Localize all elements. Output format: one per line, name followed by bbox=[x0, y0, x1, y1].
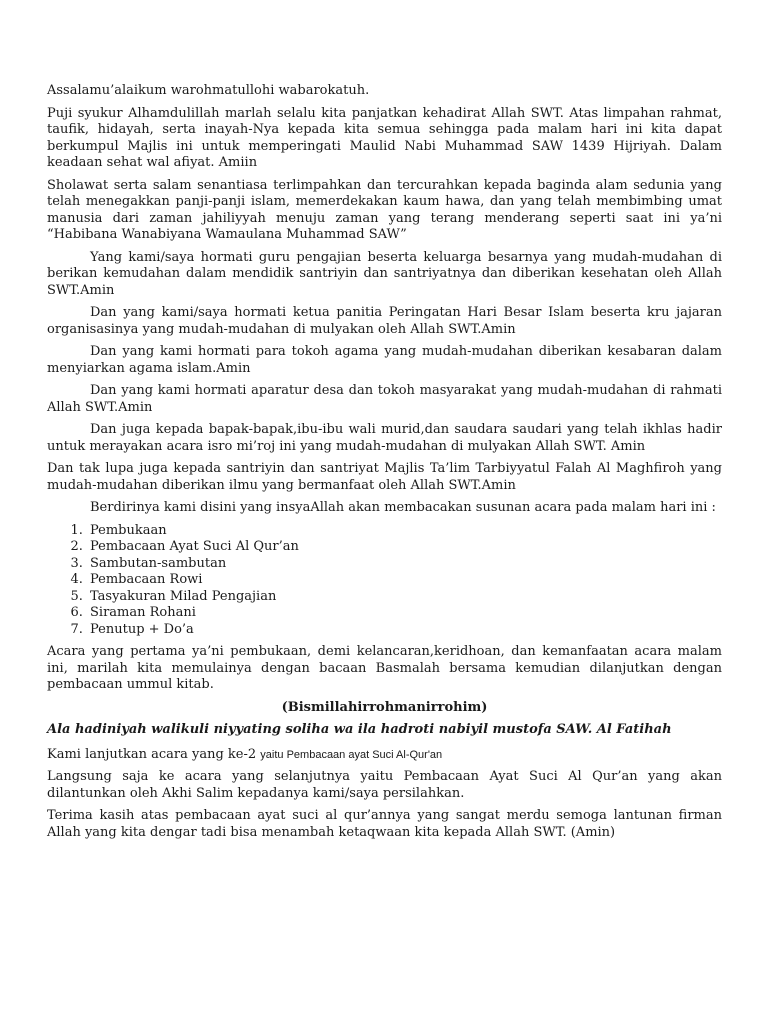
agenda-list bbox=[47, 523, 722, 639]
paragraph-pembukaan: Acara yang pertama ya’ni pembukaan, demi kelancaran,keridhoan, dan kemanfaatan acara malam ini, marilah kita memulainya dengan bacaan Basmalah bersama kemudian dilanjutkan dengan pembacaan ummul kitab. bbox=[47, 644, 722, 692]
agenda-item: 3. Sambutan-sambutan bbox=[87, 556, 722, 573]
paragraph-aparatur-desa: Dan yang kami hormati aparatur desa dan tokoh masyarakat yang mudah-mudahan di rahmati Allah SWT.Amin bbox=[47, 383, 722, 415]
paragraph-santri: Dan tak lupa juga kepada santriyin dan santriyat Majlis Ta’lim Tarbiyyatul Falah Al Maghfiroh yang mudah-mudahan diberikan ilmu yang bermanfaat oleh Allah SWT.Amin bbox=[47, 461, 722, 493]
paragraph-sholawat: Sholawat serta salam senantiasa terlimpahkan dan tercurahkan kepada baginda alam sedunia yang telah menegakkan panji-panji islam, memerdekakan kaum hawa, dan yang telah membimbing umat manusia dari zaman jahiliyyah menuju zaman yang terang menderang seperti saat ini ya’ni “Habibana Wanabiyana Wamaulana Muhammad SAW” bbox=[47, 177, 722, 242]
fatihah-line: Ala hadiniyah walikuli niyyating soliha wa ila hadroti nabiyil mustofa SAW. Al Fatihah bbox=[47, 722, 672, 737]
paragraph-tokoh-agama: Dan yang kami hormati para tokoh agama yang mudah-mudahan diberikan kesabaran dalam menyiarkan agama islam.Amin bbox=[47, 344, 722, 376]
agenda-item: 6. Siraman Rohani bbox=[87, 605, 722, 622]
paragraph-wali-murid: Dan juga kepada bapak-bapak,ibu-ibu wali murid,dan saudara saudari yang telah ikhlas hadir untuk merayakan acara isro mi’roj ini yang mudah-mudahan di mulyakan Allah SWT. Amin bbox=[47, 422, 722, 454]
agenda-item: 7. Penutup + Do’a bbox=[87, 622, 722, 639]
agenda-item: 2. Pembacaan Ayat Suci Al Qur’an bbox=[87, 539, 722, 556]
basmalah-heading: (Bismillahirrohmanirrohim) bbox=[281, 699, 488, 715]
paragraph-susunan-acara: Berdirinya kami disini yang insyaAllah akan membacakan susunan acara pada malam hari ini : bbox=[90, 500, 716, 515]
paragraph-pembacaan-ayat: Langsung saja ke acara yang selanjutnya yaitu Pembacaan Ayat Suci Al Qur’an yang akan dilantunkan oleh Akhi Salim kepadanya kami/saya persilahkan. bbox=[47, 769, 722, 801]
paragraph-terima-kasih: Terima kasih atas pembacaan ayat suci al qur’annya yang sangat merdu semoga lantunan firman Allah yang kita dengar tadi bisa menambah ketaqwaan kita kepada Allah SWT. (Amin) bbox=[47, 808, 722, 840]
document-body bbox=[47, 83, 722, 847]
paragraph-praise: Puji syukur Alhamdulillah marlah selalu kita panjatkan kehadirat Allah SWT. Atas limpahan rahmat, taufik, hidayah, serta inayah-Nya kepada kita semua sehingga pada malam hari ini kita dapat berkumpul Majlis ini untuk memperingati Maulid Nabi Muhammad SAW 1439 Hijriyah. Dalam keadaan sehat wal afiyat. Amiin bbox=[47, 105, 722, 170]
greeting: Assalamu’alaikum warohmatullohi wabarokatuh. bbox=[47, 83, 370, 98]
agenda-item: 1. Pembukaan bbox=[87, 523, 722, 540]
agenda-item: 5. Tasyakuran Milad Pengajian bbox=[87, 589, 722, 606]
acara-kedua-detail: yaitu Pembacaan ayat Suci Al-Qur'an bbox=[260, 748, 443, 761]
agenda-item: 4. Pembacaan Rowi bbox=[87, 572, 722, 589]
acara-kedua-text: Kami lanjutkan acara yang ke-2 bbox=[47, 746, 261, 762]
paragraph-acara-kedua bbox=[47, 747, 722, 764]
paragraph-guru: Yang kami/saya hormati guru pengajian beserta keluarga besarnya yang mudah-mudahan di berikan kemudahan dalam mendidik santriyin dan santriyatnya dan diberikan kesehatan oleh Allah SWT.Amin bbox=[47, 249, 722, 298]
paragraph-ketua-panitia: Dan yang kami/saya hormati ketua panitia Peringatan Hari Besar Islam beserta kru jajaran organisasinya yang mudah-mudahan di mulyakan oleh Allah SWT.Amin bbox=[47, 305, 722, 337]
